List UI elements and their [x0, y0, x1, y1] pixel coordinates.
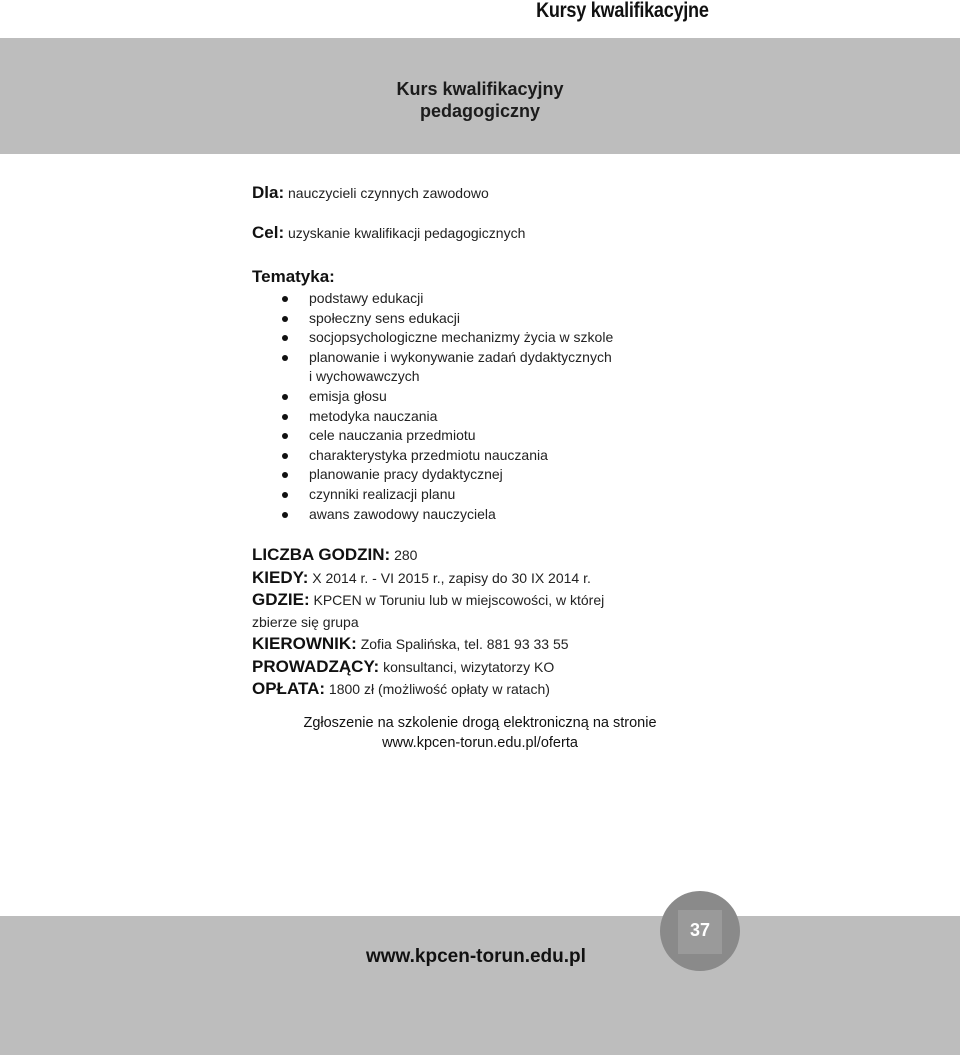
topic-item: [252, 446, 692, 466]
where-row-continuation: zbierze się grupa: [252, 613, 359, 630]
bullet-icon: [282, 316, 288, 322]
topic-item: [252, 309, 692, 329]
topic-item: [252, 348, 692, 368]
topic-text: metodyka nauczania: [309, 407, 438, 424]
hours-label: LICZBA GODZIN:: [252, 545, 391, 564]
bullet-icon: [282, 433, 288, 439]
topic-text: planowanie pracy dydaktycznej: [309, 466, 503, 483]
manager-value: Zofia Spalińska, tel. 881 93 33 55: [356, 636, 569, 652]
topic-text: czynniki realizacji planu: [309, 485, 456, 502]
bullet-icon: [282, 355, 288, 361]
topics-list: [252, 289, 692, 524]
audience-value: nauczycieli czynnych zawodowo: [284, 185, 489, 201]
where-value: KPCEN w Toruniu lub w miejscowości, w której: [309, 592, 605, 608]
bullet-icon: [282, 472, 288, 478]
fee-value: 1800 zł (możliwość opłaty w ratach): [325, 681, 550, 697]
topic-item: [252, 465, 692, 485]
course-title: [380, 78, 580, 122]
section-header-title: Kursy kwalifikacyjne: [536, 0, 709, 22]
goal-row: [252, 223, 525, 243]
when-value: X 2014 r. - VI 2015 r., zapisy do 30 IX 2014 r.: [308, 569, 591, 586]
signup-link[interactable]: www.kpcen-torun.edu.pl/oferta: [382, 735, 578, 751]
hours-value: 280: [390, 547, 418, 563]
topic-text: planowanie i wykonywanie zadań dydaktycznych: [309, 348, 612, 365]
bullet-icon: [282, 453, 288, 459]
topic-text: cele nauczania przedmiotu: [309, 427, 476, 444]
footer-band: [0, 916, 960, 1055]
page-number: 37: [678, 910, 722, 954]
topic-item: [252, 407, 692, 427]
topic-item: [252, 289, 692, 309]
topic-text: awans zawodowy nauczyciela: [309, 505, 496, 522]
manager-label: KIEROWNIK:: [252, 634, 357, 653]
instructors-label: PROWADZĄCY:: [252, 656, 380, 676]
audience-row: [252, 183, 489, 203]
topic-text: socjopsychologiczne mechanizmy życia w szkole: [309, 329, 614, 346]
fee-row: [252, 678, 712, 701]
topics-heading: Tematyka:: [252, 267, 335, 286]
topic-text: i wychowawczych: [309, 368, 420, 385]
bullet-icon: [282, 414, 288, 420]
footer-website-link[interactable]: www.kpcen-torun.edu.pl: [366, 946, 586, 967]
topic-text: społeczny sens edukacji: [309, 309, 460, 326]
topic-item: [252, 485, 692, 505]
when-row: [252, 567, 712, 590]
fee-label: OPŁATA:: [252, 679, 326, 698]
bullet-icon: [282, 296, 288, 302]
instructors-row: [252, 656, 712, 679]
topic-text: charakterystyka przedmiotu nauczania: [309, 446, 548, 463]
topic-item: [252, 328, 692, 348]
topic-text: emisja głosu: [309, 387, 387, 404]
goal-label: Cel:: [252, 223, 285, 242]
topic-text: podstawy edukacji: [309, 290, 424, 306]
audience-label: Dla:: [252, 183, 285, 202]
course-facts: [252, 544, 712, 701]
bullet-icon: [282, 335, 288, 341]
course-title-line-2: pedagogiczny: [419, 101, 540, 121]
topic-item-continuation: [252, 367, 692, 387]
manager-row: [252, 633, 712, 656]
signup-note: [270, 713, 690, 753]
course-title-line-1: Kurs kwalifikacyjny: [396, 79, 564, 99]
goal-value: uzyskanie kwalifikacji pedagogicznych: [284, 225, 526, 241]
instructors-value: konsultanci, wizytatorzy KO: [379, 658, 555, 675]
topic-item: [252, 387, 692, 407]
where-label: GDZIE:: [252, 590, 310, 609]
topic-item: [252, 505, 692, 525]
when-label: KIEDY:: [252, 567, 309, 587]
hours-row: [252, 544, 712, 567]
bullet-icon: [282, 492, 288, 498]
where-row: [252, 589, 712, 612]
bullet-icon: [282, 394, 288, 400]
bullet-icon: [282, 512, 288, 518]
topic-item: [252, 426, 692, 446]
signup-text: Zgłoszenie na szkolenie drogą elektroniczną na stronie: [303, 715, 657, 731]
